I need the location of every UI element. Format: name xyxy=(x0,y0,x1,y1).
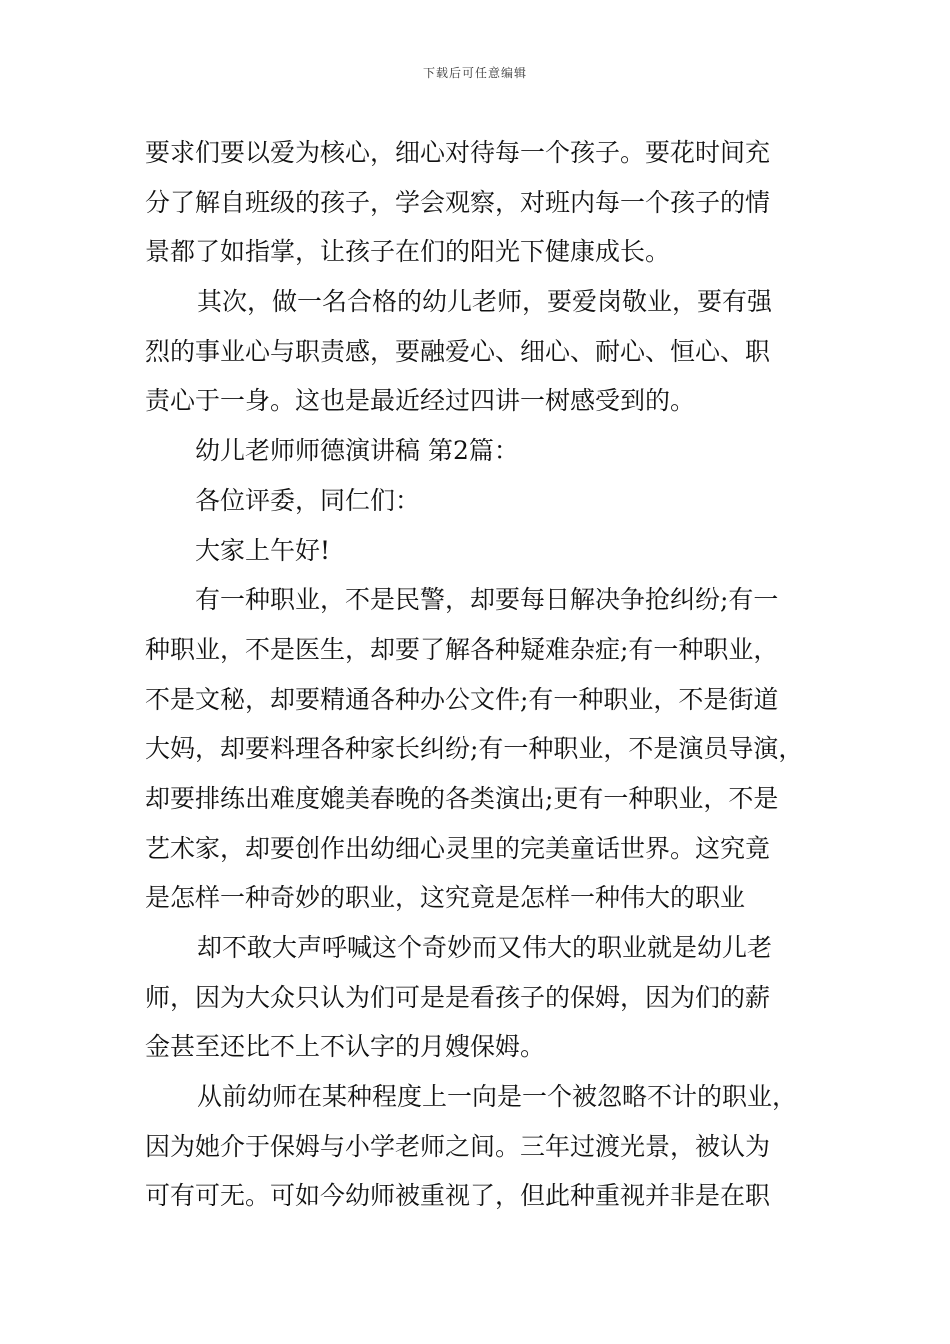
text-line: 责心于一身。这也是最近经过四讲一树感受到的。 xyxy=(145,386,696,416)
text-line: 是怎样一种奇妙的职业，这究竟是怎样一种伟大的职业 xyxy=(145,883,746,913)
text-line: 艺术家，却要创作出幼细心灵里的完美童话世界。这究竟 xyxy=(145,833,771,863)
section-title: 幼儿老师师德演讲稿 第2篇： xyxy=(195,436,519,466)
salutation: 各位评委，同仁们： xyxy=(195,485,421,515)
text-line: 可有可无。可如今幼师被重视了，但此种重视并非是在职 xyxy=(145,1181,771,1211)
text-line: 却要排练出难度媲美春晚的各类演出;更有一种职业，不是 xyxy=(145,783,779,813)
text-line: 师，因为大众只认为们可是是看孩子的保姆，因为们的薪 xyxy=(145,982,771,1012)
page-header: 下载后可任意编辑 xyxy=(422,66,527,80)
text-line: 种职业，不是医生，却要了解各种疑难杂症;有一种职业， xyxy=(145,634,779,664)
text-line: 因为她介于保姆与小学老师之间。三年过渡光景，被认为 xyxy=(145,1131,771,1161)
text-line: 却不敢大声呼喊这个奇妙而又伟大的职业就是幼儿老 xyxy=(197,933,773,962)
greeting: 大家上午好! xyxy=(195,535,331,565)
text-line: 分了解自班级的孩子，学会观察，对班内每一个孩子的情 xyxy=(145,187,771,217)
text-line: 景都了如指掌，让孩子在们的阳光下健康成长。 xyxy=(145,237,671,267)
text-line: 其次，做一名合格的幼儿老师，要爱岗敬业，要有强 xyxy=(197,287,773,317)
text-line: 大妈，却要料理各种家长纠纷;有一种职业，不是演员导演， xyxy=(145,734,804,764)
document-body xyxy=(145,128,825,1221)
text-line: 金甚至还比不上不认字的月嫂保姆。 xyxy=(145,1032,546,1062)
text-line: 烈的事业心与职责感，要融爱心、细心、耐心、恒心、职 xyxy=(145,336,771,366)
text-line: 不是文秘，却要精通各种办公文件;有一种职业，不是街道 xyxy=(145,684,779,714)
text-line: 从前幼师在某种程度上一向是一个被忽略不计的职业， xyxy=(197,1082,798,1112)
text-line: 有一种职业，不是民警，却要每日解决争抢纠纷;有一 xyxy=(195,585,779,615)
text-line: 要求们要以爱为核心，细心对待每一个孩子。要花时间充 xyxy=(145,138,771,167)
